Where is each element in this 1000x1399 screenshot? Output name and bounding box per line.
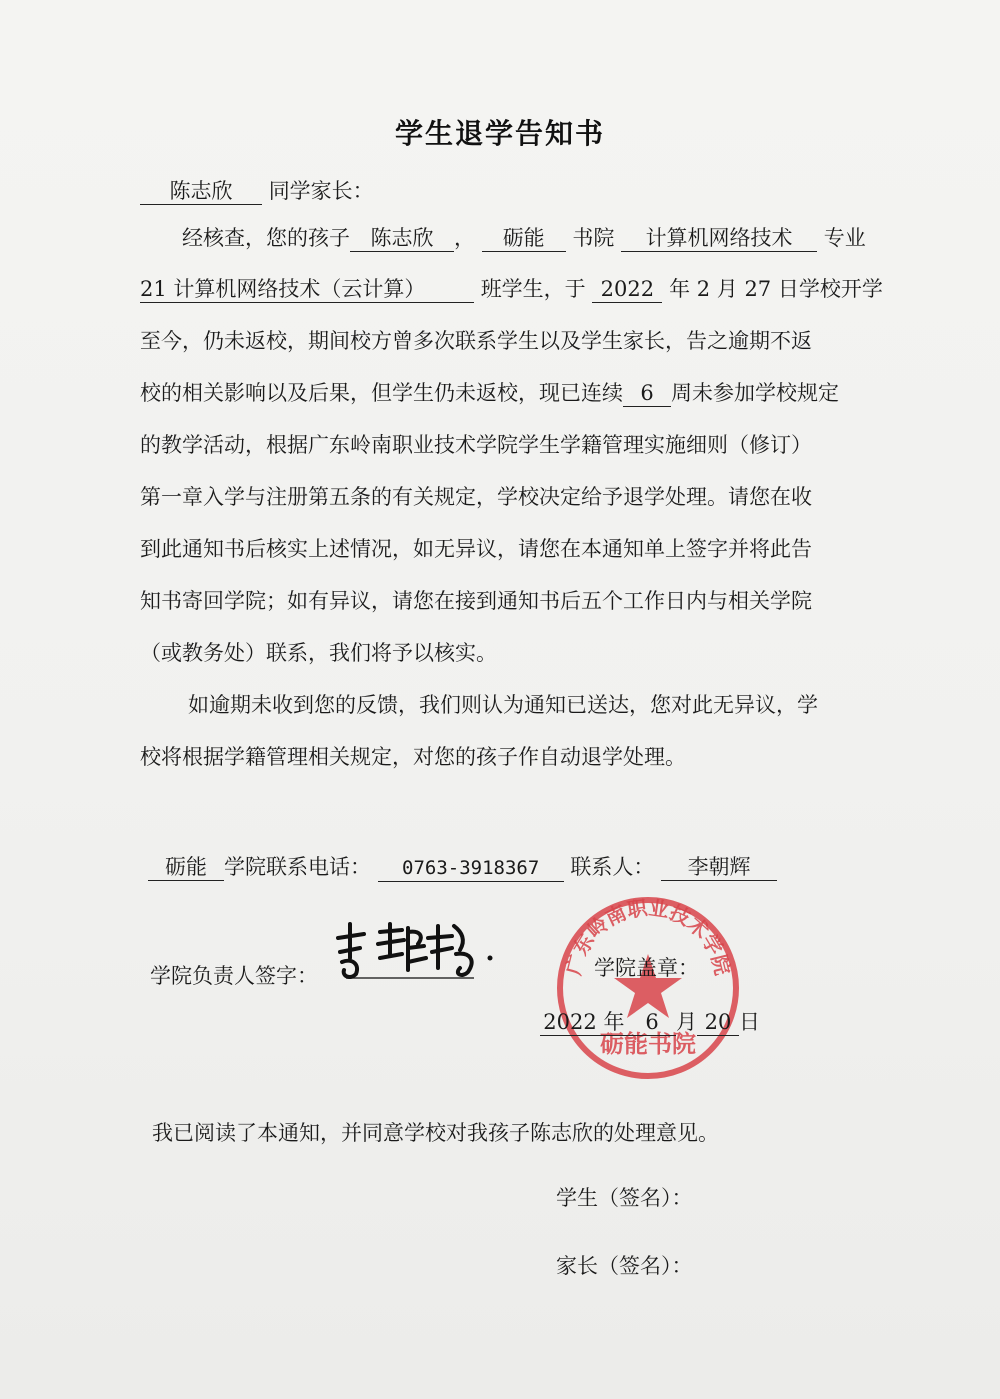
para1-line4a: 校的相关影响以及后果，但学生仍未返校，现已连续 [140, 381, 623, 405]
start-date-rest: 年 2 月 27 日学校开学 [669, 277, 883, 301]
date-month: 6 [628, 1009, 676, 1036]
contact-phone: 0763-3918367 [378, 855, 564, 882]
seal-arc-text: 广东岭南职业技术学院 [561, 895, 735, 978]
stamp-label: 学院盖章： [594, 956, 699, 980]
college-suffix: 书院 [572, 226, 615, 250]
para1-line3: 至今，仍未返校，期间校方曾多次联系学生以及学生家长，告之逾期不返 [140, 329, 812, 353]
major-suffix: 专业 [823, 226, 866, 250]
college-name: 砺能 [482, 225, 566, 252]
parent-of-name: 陈志欣 [140, 178, 262, 205]
date-month-unit: 月 [676, 1010, 697, 1034]
salutation [140, 176, 374, 206]
document-title: 学生退学告知书 [394, 117, 605, 150]
para1-line2 [140, 274, 883, 304]
class-name: 21 计算机网络技术（云计算） [140, 276, 474, 303]
date-day-unit: 日 [739, 1010, 760, 1034]
para1-line5: 的教学活动，根据广东岭南职业技术学院学生学籍管理实施细则（修订） [140, 433, 812, 457]
para1-line4b: 周未参加学校规定 [671, 381, 839, 405]
date-year-unit: 年 [600, 1009, 628, 1036]
para2-line2: 校将根据学籍管理相关规定，对您的孩子作自动退学处理。 [140, 745, 686, 769]
para1-line9: （或教务处）联系，我们将予以核实。 [140, 641, 497, 665]
contact-college: 砺能 [148, 854, 224, 881]
para1-line8: 知书寄回学院；如有异议，请您在接到通知书后五个工作日内与相关学院 [140, 589, 812, 613]
date-day: 20 [697, 1009, 739, 1036]
date-year: 2022 [540, 1009, 600, 1036]
student-sign-label: 学生（签名）： [556, 1186, 693, 1210]
contact-person: 李朝辉 [661, 854, 777, 881]
class-suffix: 班学生，于 [480, 277, 586, 301]
para1-line1 [182, 223, 866, 253]
phone-label: 学院联系电话： [224, 855, 371, 879]
para1-intro: 经核查，您的孩子 [182, 226, 350, 250]
student-sign-field[interactable] [556, 1182, 693, 1212]
school-seal [548, 888, 748, 1088]
para1-line6: 第一章入学与注册第五条的有关规定，学校决定给予退学处理。请您在收 [140, 485, 812, 509]
weeks-count: 6 [623, 380, 671, 407]
acknowledgement: 我已阅读了本通知，并同意学校对我孩子陈志欣的处理意见。 [152, 1121, 719, 1145]
major-name: 计算机网络技术 [621, 225, 817, 252]
para2-line1: 如逾期未收到您的反馈，我们则认为通知已送达，您对此无异议，学 [188, 693, 818, 717]
seal-bottom-text: 砺能书院 [600, 1030, 696, 1058]
salutation-suffix: 同学家长： [268, 179, 374, 203]
parent-sign-label: 家长（签名）： [556, 1254, 693, 1278]
para1-line7: 到此通知书后核实上述情况，如无异议，请您在本通知单上签字并将此告 [140, 537, 812, 561]
parent-sign-field[interactable] [556, 1250, 693, 1280]
contact-person-label: 联系人： [570, 855, 655, 879]
head-sign-label: 学院负责人签字： [150, 964, 318, 988]
handwritten-signature [328, 918, 498, 988]
para1-line4 [140, 378, 839, 408]
start-year: 2022 [592, 276, 662, 303]
comma: ， [454, 226, 475, 250]
sign-date [540, 1006, 760, 1036]
contact-line [148, 852, 777, 882]
student-name: 陈志欣 [350, 225, 454, 252]
